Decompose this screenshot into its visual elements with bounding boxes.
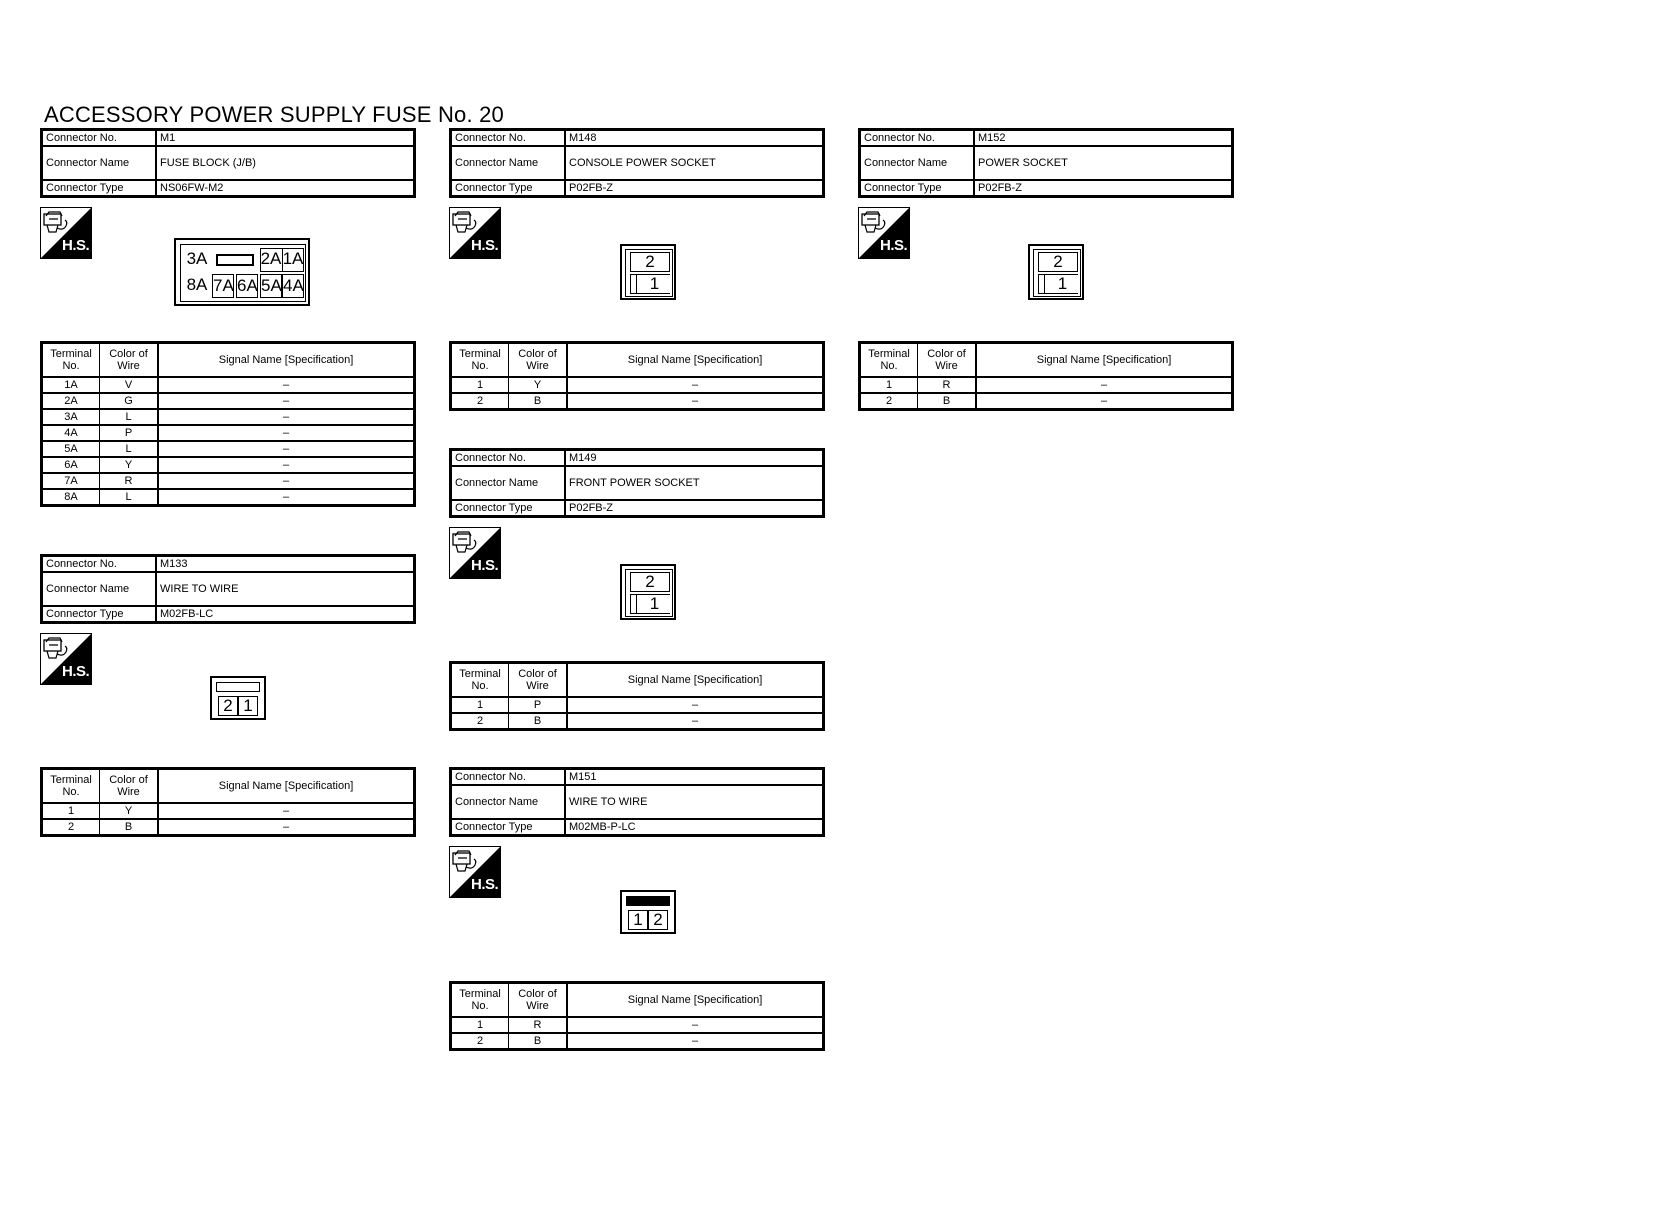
terminal-cell: 1 [860, 377, 918, 393]
signal-name-header: Signal Name [Specification] [567, 663, 824, 698]
color-of-wire-header: Color of Wire [509, 343, 568, 378]
signal-cell: – [567, 377, 824, 393]
signal-cell: – [567, 1017, 824, 1033]
terminal-cell: 2 [860, 393, 918, 410]
connector-type-label: Connector Type [42, 606, 157, 623]
pin-label: 2 [1038, 252, 1078, 272]
color-of-wire-header: Color of Wire [918, 343, 977, 378]
terminal-table-m151 [449, 981, 825, 1051]
connector-name-label: Connector Name [451, 785, 566, 819]
terminal-table [40, 767, 416, 837]
terminal-table-m149 [449, 661, 825, 731]
connector-name-value: POWER SOCKET [974, 146, 1233, 180]
wire-color-cell: R [509, 1017, 568, 1033]
connector-name-value: CONSOLE POWER SOCKET [565, 146, 824, 180]
pin-label: 2 [630, 572, 670, 592]
connector-type-value: NS06FW-M2 [156, 180, 415, 197]
terminal-cell: 1 [451, 697, 509, 713]
color-of-wire-header: Color of Wire [509, 663, 568, 698]
signal-cell: – [158, 409, 415, 425]
connector-name-label: Connector Name [42, 572, 157, 606]
signal-cell: – [567, 697, 824, 713]
wire-color-cell: P [509, 697, 568, 713]
wire-color-cell: R [100, 473, 159, 489]
pin-label: 2A [260, 249, 282, 268]
table-row [42, 489, 415, 506]
wire-color-cell: P [100, 425, 159, 441]
connector-type-value: M02FB-LC [156, 606, 415, 623]
connector-no-label: Connector No. [451, 769, 566, 786]
terminal-table-m133 [40, 767, 416, 837]
pin-label: 8A [186, 275, 208, 294]
terminal-cell: 1 [451, 1017, 509, 1033]
terminal-table-m1 [40, 341, 416, 507]
connector-m149 [449, 448, 825, 518]
connector-type-label: Connector Type [451, 819, 566, 836]
connector-info-table [449, 128, 825, 198]
connector-face-m149 [620, 564, 676, 620]
signal-name-header: Signal Name [Specification] [976, 343, 1233, 378]
hs-label: H.S. [62, 237, 90, 254]
terminal-cell: 1A [42, 377, 100, 393]
hs-label: H.S. [471, 876, 499, 893]
table-row [42, 425, 415, 441]
terminal-cell: 2 [451, 393, 509, 410]
terminal-cell: 2 [451, 713, 509, 730]
wire-color-cell: B [100, 819, 159, 836]
terminal-table [449, 981, 825, 1051]
table-row [451, 377, 824, 393]
table-row [42, 803, 415, 819]
pin-label: 1 [628, 910, 648, 930]
connector-name-value: WIRE TO WIRE [156, 572, 415, 606]
pin-label: 5A [260, 274, 282, 298]
wire-color-cell: B [509, 393, 568, 410]
connector-info-table [449, 767, 825, 837]
page-title: ACCESSORY POWER SUPPLY FUSE No. 20 [44, 102, 504, 127]
table-row [42, 409, 415, 425]
terminal-cell: 2 [42, 819, 100, 836]
pin-label: 7A [212, 274, 234, 298]
pin-label: 4A [282, 274, 304, 298]
pin-label: 1 [238, 696, 258, 716]
terminal-cell: 6A [42, 457, 100, 473]
connector-face-m133 [210, 676, 266, 720]
wire-color-cell: G [100, 393, 159, 409]
connector-no-value: M148 [565, 130, 824, 147]
table-row [42, 377, 415, 393]
connector-face-m152 [1028, 244, 1084, 300]
connector-info-table [40, 128, 416, 198]
connector-m1 [40, 128, 416, 198]
wire-color-cell: L [100, 441, 159, 457]
wire-color-cell: V [100, 377, 159, 393]
terminal-table [449, 661, 825, 731]
table-row [451, 713, 824, 730]
terminal-table-m152 [858, 341, 1234, 411]
connector-name-value: FRONT POWER SOCKET [565, 466, 824, 500]
pin-label: 1 [630, 594, 670, 614]
terminal-cell: 4A [42, 425, 100, 441]
connector-no-value: M152 [974, 130, 1233, 147]
table-row [451, 1033, 824, 1050]
pin-label: 2 [648, 910, 668, 930]
terminal-no-header: Terminal No. [451, 343, 509, 378]
wire-color-cell: B [918, 393, 977, 410]
terminal-no-header: Terminal No. [42, 343, 100, 378]
connector-m151 [449, 767, 825, 837]
terminal-cell: 2A [42, 393, 100, 409]
wire-color-cell: L [100, 409, 159, 425]
connector-m148 [449, 128, 825, 198]
terminal-table [858, 341, 1234, 411]
table-row [451, 1017, 824, 1033]
color-of-wire-header: Color of Wire [100, 343, 159, 378]
terminal-cell: 8A [42, 489, 100, 506]
table-row [42, 441, 415, 457]
connector-no-label: Connector No. [451, 130, 566, 147]
connector-type-label: Connector Type [451, 500, 566, 517]
signal-cell: – [976, 393, 1233, 410]
hs-label: H.S. [880, 237, 908, 254]
wire-color-cell: Y [100, 803, 159, 819]
connector-info-table [40, 554, 416, 624]
pin-label: 1A [282, 249, 304, 268]
terminal-no-header: Terminal No. [451, 983, 509, 1018]
connector-info-table [449, 448, 825, 518]
connector-face-m1 [174, 238, 310, 306]
signal-cell: – [158, 489, 415, 506]
connector-type-value: P02FB-Z [974, 180, 1233, 197]
terminal-cell: 3A [42, 409, 100, 425]
connector-no-value: M149 [565, 450, 824, 467]
connector-no-label: Connector No. [42, 556, 157, 573]
connector-type-label: Connector Type [42, 180, 157, 197]
signal-cell: – [567, 1033, 824, 1050]
signal-cell: – [158, 441, 415, 457]
signal-cell: – [567, 713, 824, 730]
terminal-no-header: Terminal No. [860, 343, 918, 378]
terminal-cell: 1 [451, 377, 509, 393]
signal-cell: – [158, 457, 415, 473]
pin-label: 6A [236, 274, 258, 298]
signal-cell: – [158, 803, 415, 819]
connector-no-value: M133 [156, 556, 415, 573]
pin-label: 1 [1038, 274, 1078, 294]
connector-type-value: P02FB-Z [565, 500, 824, 517]
connector-no-label: Connector No. [42, 130, 157, 147]
connector-type-label: Connector Type [451, 180, 566, 197]
pin-label: 2 [218, 696, 238, 716]
connector-no-value: M1 [156, 130, 415, 147]
wire-color-cell: Y [100, 457, 159, 473]
signal-cell: – [158, 819, 415, 836]
terminal-cell: 2 [451, 1033, 509, 1050]
pin-label: 2 [630, 252, 670, 272]
terminal-cell: 5A [42, 441, 100, 457]
connector-type-value: P02FB-Z [565, 180, 824, 197]
wire-color-cell: L [100, 489, 159, 506]
connector-face-m148 [620, 244, 676, 300]
pin-label: 3A [186, 249, 208, 268]
hs-label: H.S. [471, 557, 499, 574]
table-row [42, 473, 415, 489]
signal-cell: – [158, 473, 415, 489]
table-row [451, 393, 824, 410]
wire-color-cell: R [918, 377, 977, 393]
pin-label: 1 [630, 274, 670, 294]
color-of-wire-header: Color of Wire [509, 983, 568, 1018]
connector-type-label: Connector Type [860, 180, 975, 197]
terminal-table [449, 341, 825, 411]
signal-cell: – [158, 425, 415, 441]
table-row [860, 393, 1233, 410]
wire-color-cell: B [509, 1033, 568, 1050]
connector-name-label: Connector Name [42, 146, 157, 180]
table-row [42, 457, 415, 473]
signal-cell: – [567, 393, 824, 410]
connector-m133 [40, 554, 416, 624]
wire-color-cell: Y [509, 377, 568, 393]
terminal-no-header: Terminal No. [42, 769, 100, 804]
table-row [42, 393, 415, 409]
connector-no-label: Connector No. [451, 450, 566, 467]
connector-no-label: Connector No. [860, 130, 975, 147]
wire-color-cell: B [509, 713, 568, 730]
connector-name-label: Connector Name [451, 466, 566, 500]
terminal-no-header: Terminal No. [451, 663, 509, 698]
terminal-cell: 1 [42, 803, 100, 819]
terminal-table-m148 [449, 341, 825, 411]
signal-name-header: Signal Name [Specification] [158, 343, 415, 378]
hs-label: H.S. [471, 237, 499, 254]
signal-cell: – [976, 377, 1233, 393]
table-row [451, 697, 824, 713]
signal-name-header: Signal Name [Specification] [158, 769, 415, 804]
signal-cell: – [158, 377, 415, 393]
signal-name-header: Signal Name [Specification] [567, 983, 824, 1018]
terminal-table [40, 341, 416, 507]
hs-label: H.S. [62, 663, 90, 680]
terminal-cell: 7A [42, 473, 100, 489]
table-row [860, 377, 1233, 393]
signal-cell: – [158, 393, 415, 409]
connector-name-value: FUSE BLOCK (J/B) [156, 146, 415, 180]
connector-type-value: M02MB-P-LC [565, 819, 824, 836]
connector-info-table [858, 128, 1234, 198]
connector-no-value: M151 [565, 769, 824, 786]
connector-face-m151 [620, 890, 676, 934]
signal-name-header: Signal Name [Specification] [567, 343, 824, 378]
connector-name-label: Connector Name [451, 146, 566, 180]
connector-m152 [858, 128, 1234, 198]
connector-name-label: Connector Name [860, 146, 975, 180]
table-row [42, 819, 415, 836]
connector-name-value: WIRE TO WIRE [565, 785, 824, 819]
color-of-wire-header: Color of Wire [100, 769, 159, 804]
